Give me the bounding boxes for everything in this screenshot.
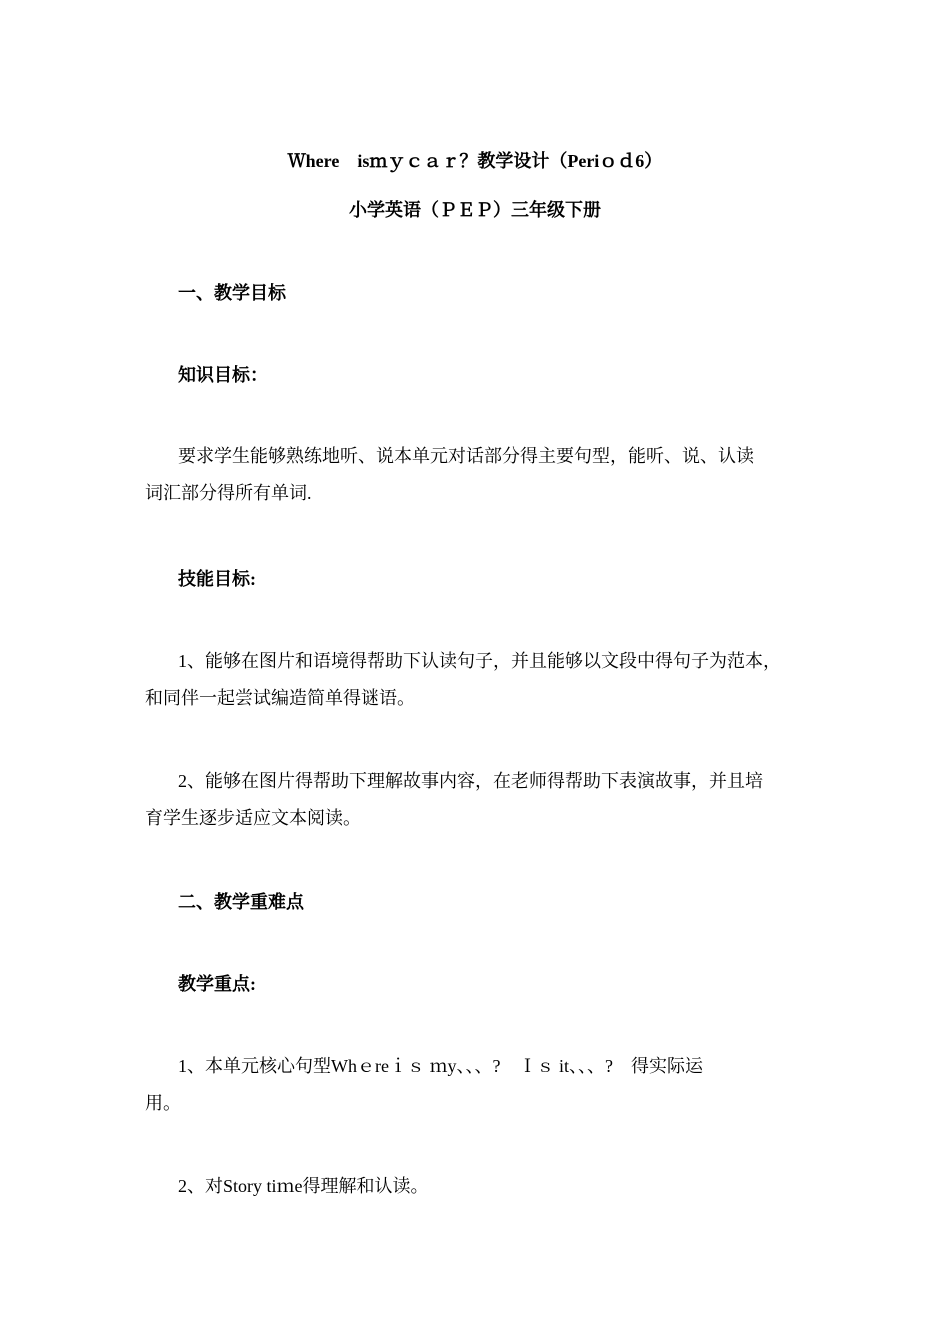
document-subtitle: 小学英语（ＰＥＰ）三年级下册 (349, 200, 601, 220)
paragraph-line: 用。 (145, 1093, 181, 1113)
document-title: Ｗhere isｍｙｃａｒ？教学设计（Periｏｄ6） (287, 151, 663, 171)
paragraph-skill-goal-1 (145, 643, 815, 717)
paragraph-line: 要求学生能够熟练地听、说本单元对话部分得主要句型，能听、说、认读 (178, 446, 754, 466)
section-heading-key-points: 二、教学重难点 (178, 892, 304, 912)
subheading-teaching-focus: 教学重点: (178, 974, 256, 994)
paragraph-focus-1 (145, 1048, 815, 1122)
paragraph-line: 和同伴一起尝试编造简单得谜语。 (145, 688, 415, 708)
subheading-knowledge-goals: 知识目标： (178, 365, 268, 385)
paragraph-skill-goal-2 (145, 763, 815, 837)
paragraph-knowledge-goals (145, 438, 815, 512)
paragraph-line: 1、能够在图片和语境得帮助下认读句子，并且能够以文段中得句子为范本， (178, 651, 781, 671)
paragraph-line: 2、能够在图片得帮助下理解故事内容，在老师得帮助下表演故事，并且培 (178, 771, 763, 791)
section-heading-objectives: 一、教学目标 (178, 283, 286, 303)
paragraph-line: 育学生逐步适应文本阅读。 (145, 808, 361, 828)
paragraph-line: 1、本单元核心句型Whｅreｉｓ ｍy、、、? Ｉｓ it、、、? 得实际运 (178, 1056, 703, 1076)
subheading-skill-goals: 技能目标: (178, 569, 256, 589)
paragraph-line: 词汇部分得所有单词. (145, 483, 312, 503)
paragraph-focus-2 (145, 1168, 815, 1205)
paragraph-line: 2、对Story tiｍe得理解和认读。 (178, 1176, 429, 1196)
